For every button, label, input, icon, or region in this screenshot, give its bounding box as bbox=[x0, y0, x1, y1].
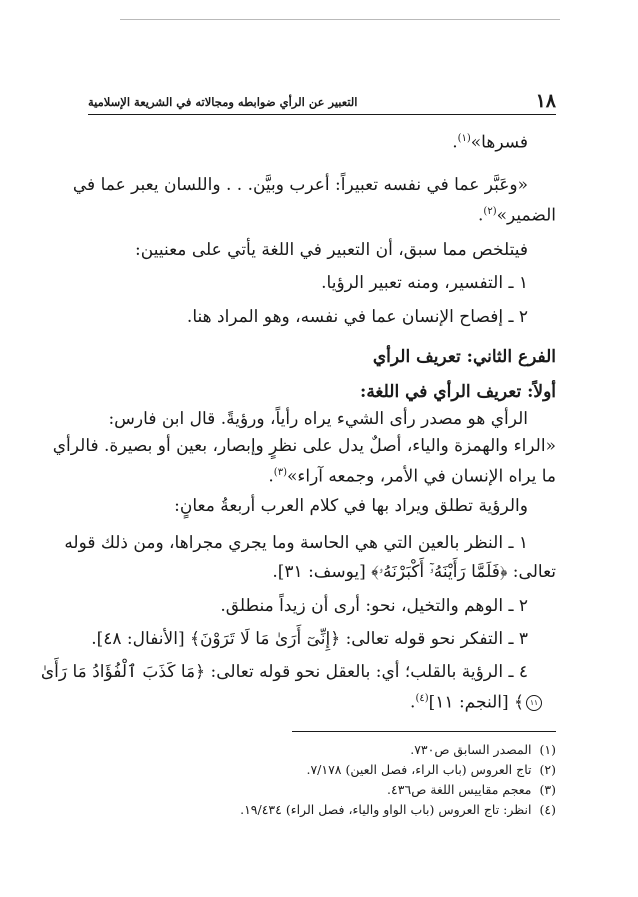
line-text: ٣ ـ التفكر نحو قوله تعالى: ﴿إِنِّىٓ أَرَىٰ مَا لَا تَرَوْنَ﴾ [الأنفال: ٤٨]. bbox=[91, 629, 528, 649]
line-text: ٤ ـ الرؤية بالقلب؛ أي: بالعقل نحو قوله تعالى: ﴿مَا كَذَبَ ٱلْفُؤَادُ مَا رَأَىٰ bbox=[40, 662, 528, 682]
section-heading bbox=[373, 345, 556, 369]
line-text: ١ ـ التفسير، ومنه تعبير الرؤيا. bbox=[321, 273, 528, 293]
page-header bbox=[88, 90, 556, 115]
line-text: فيتلخص مما سبق، أن التعبير في اللغة يأتي على معنيين: bbox=[135, 240, 528, 260]
body-line bbox=[478, 200, 556, 228]
body-line bbox=[452, 127, 528, 155]
body-line bbox=[268, 461, 556, 489]
body-line bbox=[410, 687, 544, 715]
running-title: التعبير عن الرأي ضوابطه ومجالاته في الشريعة الإسلامية bbox=[88, 95, 358, 109]
line-text: ما يراه الإنسان في الأمر، وجمعه آراء» bbox=[286, 466, 556, 487]
body-line bbox=[53, 434, 556, 458]
footnote-text: معجم مقاييس اللغة ص٤٣٦. bbox=[387, 782, 532, 797]
footnote-ref: (١) bbox=[457, 133, 471, 144]
footnote bbox=[387, 781, 556, 799]
list-item bbox=[321, 271, 528, 295]
body-line bbox=[135, 238, 528, 262]
line-text: . bbox=[478, 205, 484, 226]
footnote-number: (٢) bbox=[539, 762, 556, 777]
footnote-ref: (٢) bbox=[483, 206, 497, 217]
body-line bbox=[108, 407, 528, 431]
list-item bbox=[220, 594, 528, 618]
line-text: . bbox=[452, 132, 458, 153]
footnote-separator bbox=[292, 731, 556, 732]
line-text: تعالى: ﴿فَلَمَّا رَأَيْنَهُۥٓ أَكْبَرْنَهُۥ﴾ [يوسف: ٣١]. bbox=[272, 562, 556, 582]
heading-text: أولاً: تعريف الرأي في اللغة: bbox=[360, 382, 556, 402]
footnote-text: تاج العروس (باب الراء، فصل العين) ٧/١٧٨. bbox=[306, 762, 532, 777]
footnote bbox=[410, 741, 556, 759]
line-text: ١ ـ النظر بالعين التي هي الحاسة وما يجري مجراها، ومن ذلك قوله bbox=[64, 533, 528, 553]
scan-edge-line bbox=[120, 19, 560, 20]
footnote-text: انظر: تاج العروس (باب الواو والياء، فصل الراء) ١٩/٤٣٤. bbox=[240, 802, 532, 817]
list-item bbox=[41, 660, 528, 684]
footnote-ref: (٤) bbox=[415, 693, 429, 704]
line-text: . bbox=[410, 692, 416, 713]
body-line bbox=[174, 494, 528, 518]
line-text: الضمير» bbox=[496, 205, 556, 226]
subsection-heading bbox=[360, 380, 556, 404]
body-line bbox=[73, 173, 528, 197]
footnote-number: (٣) bbox=[539, 782, 556, 797]
line-text: والرؤية تطلق ويراد بها في كلام العرب أربعةُ معانٍ: bbox=[174, 496, 528, 516]
line-text: «وعَبَّر عما في نفسه تعبيراً: أعرب وبيَّن. . . واللسان يعبر عما في bbox=[72, 175, 528, 195]
list-item bbox=[91, 627, 528, 651]
line-text: ﴾ [النجم: ١١] bbox=[428, 692, 524, 713]
footnote bbox=[240, 801, 556, 819]
footnote-ref: (٣) bbox=[273, 467, 287, 478]
line-text: ٢ ـ إفصاح الإنسان عما في نفسه، وهو المراد هنا. bbox=[186, 307, 528, 327]
page-number: ١٨ bbox=[535, 90, 556, 112]
list-item bbox=[64, 531, 528, 555]
footnote-number: (١) bbox=[539, 742, 556, 757]
line-text: ٢ ـ الوهم والتخيل، نحو: أرى أن زيداً منطلق. bbox=[220, 596, 528, 616]
body-line bbox=[272, 560, 556, 584]
heading-text: الفرع الثاني: تعريف الرأي bbox=[372, 347, 556, 367]
footnote-text: المصدر السابق ص٧٣٠. bbox=[410, 742, 532, 757]
list-item bbox=[187, 305, 528, 329]
footnote bbox=[306, 761, 556, 779]
line-text: فسرها» bbox=[470, 132, 528, 153]
line-text: الرأي هو مصدر رأى الشيء يراه رأياً، ورؤيةً. قال ابن فارس: bbox=[108, 409, 528, 429]
line-text: «الراء والهمزة والياء، أصلٌ يدل على نظرٍ وإبصار، بعين أو بصيرة. فالرأي bbox=[52, 436, 556, 456]
line-text: . bbox=[268, 466, 274, 487]
footnote-number: (٤) bbox=[539, 802, 556, 817]
ayah-number-medallion: ١١ bbox=[526, 695, 542, 711]
